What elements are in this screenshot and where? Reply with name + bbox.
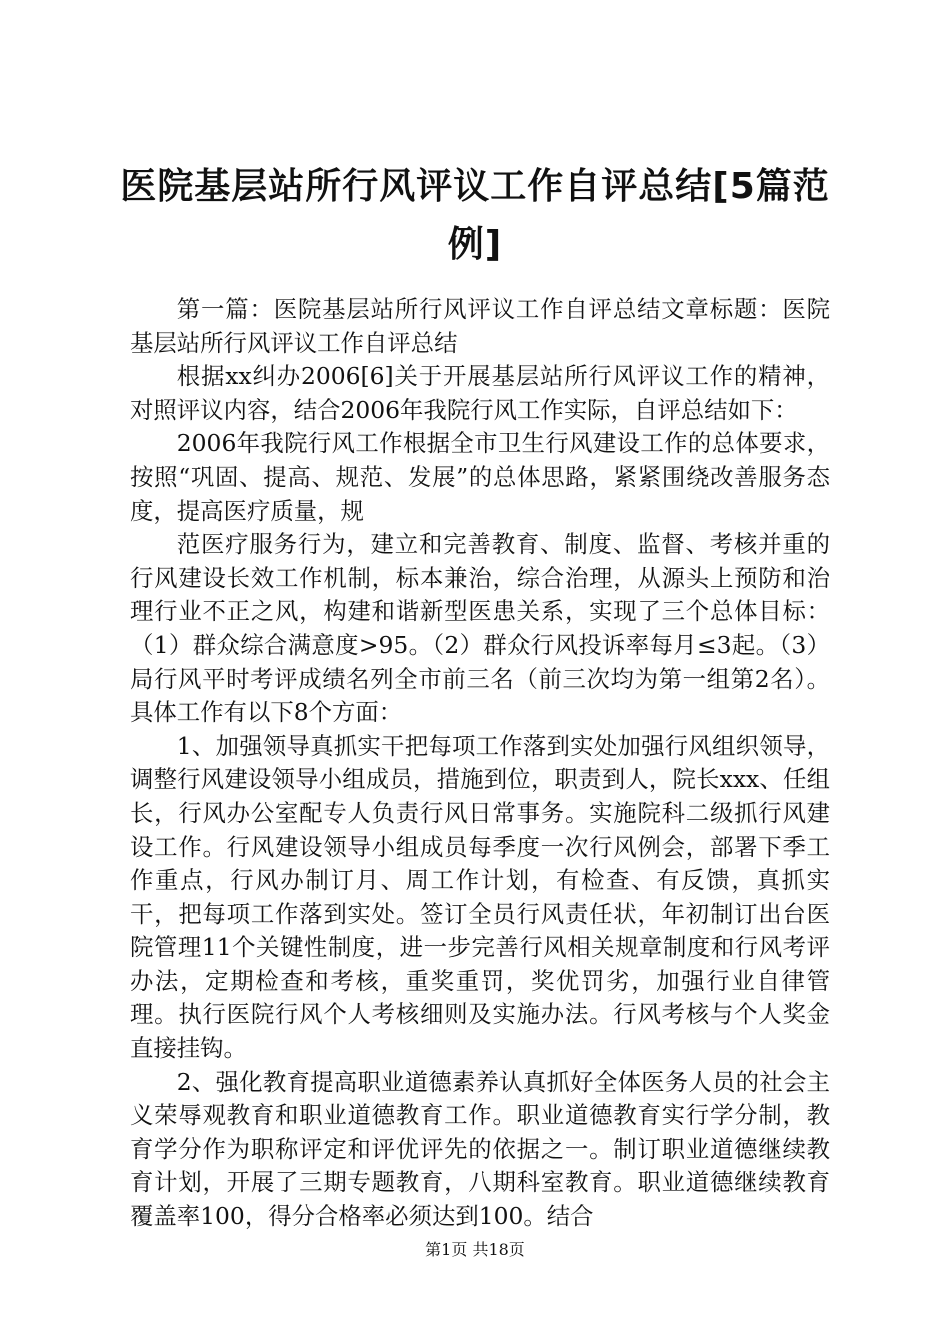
document-title: 医院基层站所行风评议工作自评总结[5篇范例] bbox=[120, 166, 830, 265]
paragraph: 范医疗服务行为，建立和完善教育、制度、监督、考核并重的行风建设长效工作机制，标本兼治，综合治理，从源头上预防和治理行业不正之风，构建和谐新型医患关系，实现了三个总体目标：（1）群众综合满意度>95。（2）群众行风投诉率每月≤3起。（3）局行风平时考评成绩名列全市前三名（前三次均为第一组第2名）。具体工作有以下8个方面： bbox=[130, 530, 830, 727]
paragraph: 1、加强领导真抓实干把每项工作落到实处加强行风组织领导，调整行风建设领导小组成员，措施到位，职责到人，院长xxx、任组长，行风办公室配专人负责行风日常事务。实施院科二级抓行风建设工作。行风建设领导小组成员每季度一次行风例会，部署下季工作重点，行风办制订月、周工作计划，有检查、有反馈，真抓实干，把每项工作落到实处。签订全员行风责任状，年初制订出台医院管理11个关键性制度，进一步完善行风相关规章制度和行风考评办法，定期检查和考核，重奖重罚，奖优罚劣，加强行业自律管理。执行医院行风个人考核细则及实施办法。行风考核与个人奖金直接挂钩。 bbox=[130, 731, 830, 1063]
paragraph: 2006年我院行风工作根据全市卫生行风建设工作的总体要求，按照“巩固、提高、规范、发展”的总体思路，紧紧围绕改善服务态度，提高医疗质量，规 bbox=[130, 429, 830, 525]
paragraph: 2、强化教育提高职业道德素养认真抓好全体医务人员的社会主义荣辱观教育和职业道德教育工作。职业道德教育实行学分制，教育学分作为职称评定和评优评先的依据之一。制订职业道德继续教育计划，开展了三期专题教育，八期科室教育。职业道德继续教育覆盖率100，得分合格率必须达到100。结合 bbox=[130, 1067, 830, 1231]
page-footer: 第1页 共18页 bbox=[425, 1240, 525, 1259]
paragraph: 根据xx纠办2006[6]关于开展基层站所行风评议工作的精神，对照评议内容，结合2006年我院行风工作实际，自评总结如下： bbox=[130, 362, 830, 424]
document-body bbox=[130, 293, 830, 1234]
paragraph: 第一篇：医院基层站所行风评议工作自评总结文章标题：医院基层站所行风评议工作自评总结 bbox=[130, 295, 830, 357]
